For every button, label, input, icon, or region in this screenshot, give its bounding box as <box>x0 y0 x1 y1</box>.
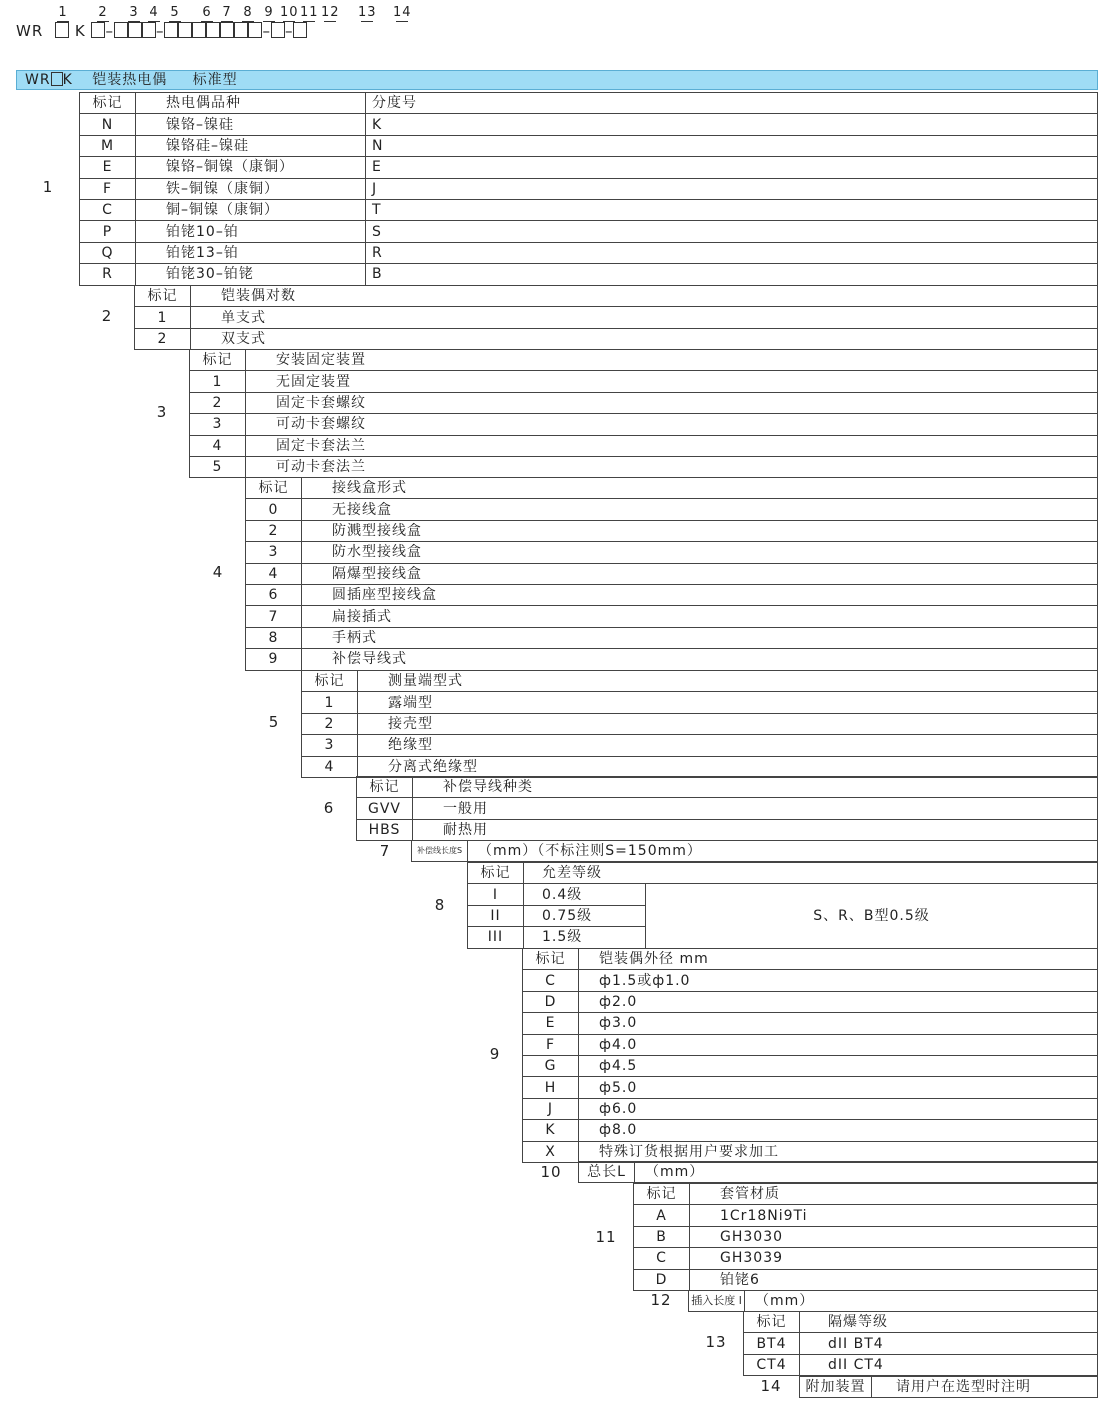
table-row <box>523 1055 1098 1076</box>
table-row <box>302 735 1098 756</box>
cell-mark: Q <box>80 242 136 263</box>
cell-mark: 4 <box>302 756 358 777</box>
code-box <box>220 22 234 38</box>
compensation-wire-length-note: （mm）（不标注则S=150mm） <box>468 841 1098 862</box>
table-row <box>634 1205 1098 1226</box>
col-header: 标记 <box>634 1184 690 1205</box>
section-9-table <box>522 948 1098 1163</box>
code-box <box>206 22 220 38</box>
col-header: 隔爆等级 <box>800 1312 1098 1333</box>
cell-mark: 8 <box>246 627 302 648</box>
cell-mark: P <box>80 221 136 242</box>
cell-desc: 接壳型 <box>358 713 1098 734</box>
code-box <box>114 22 128 38</box>
model-code-line <box>16 22 307 40</box>
col-header: 标记 <box>135 286 191 307</box>
section-number-13: 13 <box>705 1333 727 1351</box>
cell-mark: D <box>634 1269 690 1290</box>
col-header: 标记 <box>80 93 136 114</box>
cell-mark: 4 <box>246 563 302 584</box>
cell-mark: 1 <box>135 307 191 328</box>
code-position-5: 5 <box>166 6 184 20</box>
table-row <box>246 499 1098 520</box>
code-position-13: 13 <box>358 5 377 20</box>
col-header: 测量端型式 <box>358 671 1098 692</box>
table-row <box>246 542 1098 563</box>
compensation-wire-length-label: 补偿线长度S <box>412 841 468 862</box>
tolerance-note: S、R、B型0.5级 <box>646 884 1098 948</box>
section-number-5: 5 <box>268 713 280 731</box>
section-11-table <box>633 1183 1098 1291</box>
cell-desc: 镍铬–镍硅 <box>136 114 366 135</box>
cell-desc: 手柄式 <box>302 627 1098 648</box>
cell-desc: 铂铑6 <box>690 1269 1098 1290</box>
cell-mark: 5 <box>190 456 246 477</box>
section-14-table <box>799 1376 1098 1398</box>
code-position-8: 8 <box>239 6 257 20</box>
table-header-row <box>523 949 1098 970</box>
cell-desc: 镍铬硅–镍硅 <box>136 135 366 156</box>
section-number-8: 8 <box>434 896 446 914</box>
model-prefix: WR <box>16 22 44 40</box>
cell-desc: 固定卡套法兰 <box>246 435 1098 456</box>
code-dash: – <box>105 22 114 40</box>
header-code-k: K <box>62 72 73 88</box>
cell-grade: B <box>366 264 1098 285</box>
table-header-row <box>468 863 1098 884</box>
table-header-row <box>634 1184 1098 1205</box>
table-row <box>80 242 1098 263</box>
cell-desc: 固定卡套螺纹 <box>246 392 1098 413</box>
cell-desc: ф8.0 <box>579 1120 1098 1141</box>
cell-mark: M <box>80 135 136 156</box>
table-row <box>689 1291 1098 1312</box>
code-dash: – <box>155 22 165 40</box>
cell-desc: 补偿导线式 <box>302 649 1098 670</box>
code-box <box>293 22 307 38</box>
table-row <box>246 627 1098 648</box>
cell-mark: H <box>523 1077 579 1098</box>
table-header-row <box>135 286 1098 307</box>
cell-mark: G <box>523 1055 579 1076</box>
cell-mark: III <box>468 927 524 948</box>
code-position-9: 9 <box>260 6 278 20</box>
cell-desc: 双支式 <box>191 328 1098 349</box>
table-row <box>80 178 1098 199</box>
cell-mark: 1 <box>302 692 358 713</box>
table-row <box>80 264 1098 285</box>
table-row <box>190 371 1098 392</box>
col-header: 接线盒形式 <box>302 478 1098 499</box>
section-3-table <box>189 349 1098 478</box>
model-k: K <box>74 22 86 40</box>
cell-mark: I <box>468 884 524 905</box>
cell-desc: 分离式绝缘型 <box>358 756 1098 777</box>
header-code-box <box>51 72 63 86</box>
code-box <box>192 22 206 38</box>
cell-mark: C <box>634 1248 690 1269</box>
cell-mark: B <box>634 1226 690 1247</box>
section-number-4: 4 <box>212 563 224 581</box>
table-row <box>246 606 1098 627</box>
cell-mark: 2 <box>302 713 358 734</box>
col-header: 标记 <box>523 949 579 970</box>
col-header: 标记 <box>302 671 358 692</box>
table-row <box>246 520 1098 541</box>
code-position-4: 4 <box>145 6 163 20</box>
table-row <box>523 1013 1098 1034</box>
section-number-7: 7 <box>379 842 391 860</box>
table-row <box>634 1248 1098 1269</box>
table-row <box>523 991 1098 1012</box>
cell-mark: GVV <box>357 798 413 819</box>
cell-mark: 0 <box>246 499 302 520</box>
section-number-6: 6 <box>323 799 335 817</box>
total-length-label: 总长L <box>579 1162 635 1183</box>
cell-mark: 7 <box>246 606 302 627</box>
table-row <box>523 1034 1098 1055</box>
section-number-12: 12 <box>650 1291 672 1309</box>
cell-desc: 防水型接线盒 <box>302 542 1098 563</box>
section-1-table <box>79 92 1098 286</box>
product-header-bar <box>16 70 1098 90</box>
col-header: 允差等级 <box>524 863 1098 884</box>
table-row <box>357 819 1098 840</box>
cell-desc: 扁接插式 <box>302 606 1098 627</box>
cell-mark: BT4 <box>744 1333 800 1354</box>
cell-desc: 镍铬–铜镍（康铜） <box>136 157 366 178</box>
cell-desc: 无接线盒 <box>302 499 1098 520</box>
cell-desc: 无固定装置 <box>246 371 1098 392</box>
table-row <box>634 1269 1098 1290</box>
cell-mark: C <box>523 970 579 991</box>
cell-desc: 可动卡套法兰 <box>246 456 1098 477</box>
table-header-row <box>357 777 1098 798</box>
table-row <box>302 756 1098 777</box>
cell-desc: 铜–铜镍（康铜） <box>136 199 366 220</box>
table-row <box>634 1226 1098 1247</box>
code-position-3: 3 <box>125 6 143 20</box>
section-number-1: 1 <box>42 178 54 196</box>
cell-desc: 铂铑13–铂 <box>136 242 366 263</box>
cell-desc: dII BT4 <box>800 1333 1098 1354</box>
col-header: 补偿导线种类 <box>413 777 1098 798</box>
cell-desc: ф3.0 <box>579 1013 1098 1034</box>
code-dash: – <box>262 22 271 40</box>
cell-mark: HBS <box>357 819 413 840</box>
cell-grade: T <box>366 199 1098 220</box>
table-row <box>80 199 1098 220</box>
insertion-length-unit: （mm） <box>745 1291 1098 1312</box>
cell-mark: N <box>80 114 136 135</box>
cell-desc: ф4.5 <box>579 1055 1098 1076</box>
section-8-table <box>467 862 1098 949</box>
cell-desc: ф4.0 <box>579 1034 1098 1055</box>
header-product-name: 铠装热电偶 <box>92 72 168 88</box>
table-row <box>523 1120 1098 1141</box>
insertion-length-label: 插入长度 l <box>689 1291 745 1312</box>
section-4-table <box>245 477 1098 671</box>
cell-mark: C <box>80 199 136 220</box>
total-length-unit: （mm） <box>635 1162 1098 1183</box>
table-row <box>744 1333 1098 1354</box>
code-position-12: 12 <box>321 5 340 20</box>
table-row <box>80 114 1098 135</box>
cell-mark: 3 <box>302 735 358 756</box>
table-row <box>190 392 1098 413</box>
cell-mark: D <box>523 991 579 1012</box>
col-header: 标记 <box>357 777 413 798</box>
section-number-2: 2 <box>101 307 113 325</box>
cell-desc: ф2.0 <box>579 991 1098 1012</box>
section-number-9: 9 <box>489 1045 501 1063</box>
cell-grade: N <box>366 135 1098 156</box>
cell-desc: 可动卡套螺纹 <box>246 414 1098 435</box>
table-row <box>579 1162 1098 1183</box>
code-box <box>234 22 248 38</box>
table-row <box>190 456 1098 477</box>
col-header: 铠装偶对数 <box>191 286 1098 307</box>
cell-desc: 一般用 <box>413 798 1098 819</box>
cell-mark: J <box>523 1098 579 1119</box>
code-position-10: 10 <box>280 5 299 20</box>
cell-mark: II <box>468 905 524 926</box>
table-row <box>80 157 1098 178</box>
cell-grade: R <box>366 242 1098 263</box>
table-row <box>246 649 1098 670</box>
table-row <box>135 307 1098 328</box>
cell-desc: 隔爆型接线盒 <box>302 563 1098 584</box>
table-header-row <box>246 478 1098 499</box>
cell-desc: 1Cr18Ni9Ti <box>690 1205 1098 1226</box>
cell-desc: 0.4级 <box>524 884 646 905</box>
additional-device-note: 请用户在选型时注明 <box>872 1377 1098 1398</box>
table-row <box>190 414 1098 435</box>
cell-desc: 耐热用 <box>413 819 1098 840</box>
code-box <box>248 22 262 38</box>
cell-desc: 铂铑10–铂 <box>136 221 366 242</box>
cell-desc: 铁–铜镍（康铜） <box>136 178 366 199</box>
code-box <box>178 22 192 38</box>
section-10-table <box>578 1161 1098 1183</box>
header-code: WR <box>25 72 51 88</box>
table-row <box>246 584 1098 605</box>
col-header: 安装固定装置 <box>246 350 1098 371</box>
cell-desc: 单支式 <box>191 307 1098 328</box>
cell-mark: R <box>80 264 136 285</box>
col-header: 标记 <box>744 1312 800 1333</box>
cell-mark: 4 <box>190 435 246 456</box>
cell-grade: K <box>366 114 1098 135</box>
table-header-row <box>190 350 1098 371</box>
cell-mark: A <box>634 1205 690 1226</box>
section-5-table <box>301 670 1098 778</box>
table-row <box>523 1141 1098 1162</box>
cell-desc: ф1.5或ф1.0 <box>579 970 1098 991</box>
cell-desc: ф5.0 <box>579 1077 1098 1098</box>
code-position-7: 7 <box>218 6 236 20</box>
col-header: 热电偶品种 <box>136 93 366 114</box>
cell-mark: 3 <box>246 542 302 563</box>
cell-desc: GH3039 <box>690 1248 1098 1269</box>
table-row <box>523 1077 1098 1098</box>
header-product-type: 标准型 <box>192 72 238 88</box>
table-row <box>523 970 1098 991</box>
table-row <box>523 1098 1098 1119</box>
cell-mark: 9 <box>246 649 302 670</box>
section-12-table <box>688 1290 1098 1312</box>
code-box <box>128 22 142 38</box>
code-position-1: 1 <box>54 6 72 20</box>
cell-grade: J <box>366 178 1098 199</box>
cell-mark: E <box>80 157 136 178</box>
code-position-11: 11 <box>300 5 319 20</box>
cell-mark: E <box>523 1013 579 1034</box>
section-number-11: 11 <box>595 1228 617 1246</box>
code-position-2: 2 <box>94 6 112 20</box>
table-row <box>468 884 1098 905</box>
section-13-table <box>743 1311 1098 1376</box>
table-row <box>412 841 1098 862</box>
section-6-table <box>356 776 1098 841</box>
cell-desc: 特殊订货根据用户要求加工 <box>579 1141 1098 1162</box>
cell-mark: 2 <box>135 328 191 349</box>
cell-desc: 防溅型接线盒 <box>302 520 1098 541</box>
section-number-3: 3 <box>156 403 168 421</box>
cell-desc: ф6.0 <box>579 1098 1098 1119</box>
cell-mark: 2 <box>190 392 246 413</box>
table-row <box>246 563 1098 584</box>
cell-mark: F <box>80 178 136 199</box>
col-header: 铠装偶外径 mm <box>579 949 1098 970</box>
code-box <box>164 22 178 38</box>
cell-desc: dII CT4 <box>800 1354 1098 1375</box>
cell-desc: 1.5级 <box>524 927 646 948</box>
cell-mark: 3 <box>190 414 246 435</box>
code-box <box>271 22 285 38</box>
cell-mark: X <box>523 1141 579 1162</box>
table-row <box>80 135 1098 156</box>
code-position-6: 6 <box>198 6 216 20</box>
table-row <box>135 328 1098 349</box>
cell-grade: S <box>366 221 1098 242</box>
additional-device-label: 附加装置 <box>800 1377 872 1398</box>
cell-mark: F <box>523 1034 579 1055</box>
table-row <box>357 798 1098 819</box>
table-header-row <box>80 93 1098 114</box>
cell-grade: E <box>366 157 1098 178</box>
col-header: 套管材质 <box>690 1184 1098 1205</box>
cell-mark: 6 <box>246 584 302 605</box>
cell-desc: 露端型 <box>358 692 1098 713</box>
table-row <box>744 1354 1098 1375</box>
col-header: 标记 <box>246 478 302 499</box>
section-2-table <box>134 285 1098 350</box>
section-7-table <box>411 840 1098 862</box>
code-box <box>142 22 156 38</box>
cell-mark: 1 <box>190 371 246 392</box>
cell-desc: 圆插座型接线盒 <box>302 584 1098 605</box>
code-position-14: 14 <box>393 5 412 20</box>
col-header: 标记 <box>468 863 524 884</box>
cell-desc: GH3030 <box>690 1226 1098 1247</box>
table-row <box>80 221 1098 242</box>
col-header: 标记 <box>190 350 246 371</box>
table-row <box>302 713 1098 734</box>
cell-desc: 铂铑30–铂铑 <box>136 264 366 285</box>
table-row <box>190 435 1098 456</box>
cell-desc: 0.75级 <box>524 905 646 926</box>
code-box <box>55 22 69 38</box>
table-header-row <box>744 1312 1098 1333</box>
col-header: 分度号 <box>366 93 1098 114</box>
cell-desc: 绝缘型 <box>358 735 1098 756</box>
code-dash: – <box>284 22 294 40</box>
cell-mark: CT4 <box>744 1354 800 1375</box>
section-number-10: 10 <box>540 1163 562 1181</box>
table-header-row <box>302 671 1098 692</box>
table-row <box>800 1377 1098 1398</box>
code-box <box>91 22 105 38</box>
cell-mark: K <box>523 1120 579 1141</box>
table-row <box>302 692 1098 713</box>
cell-mark: 2 <box>246 520 302 541</box>
section-number-14: 14 <box>760 1377 782 1395</box>
